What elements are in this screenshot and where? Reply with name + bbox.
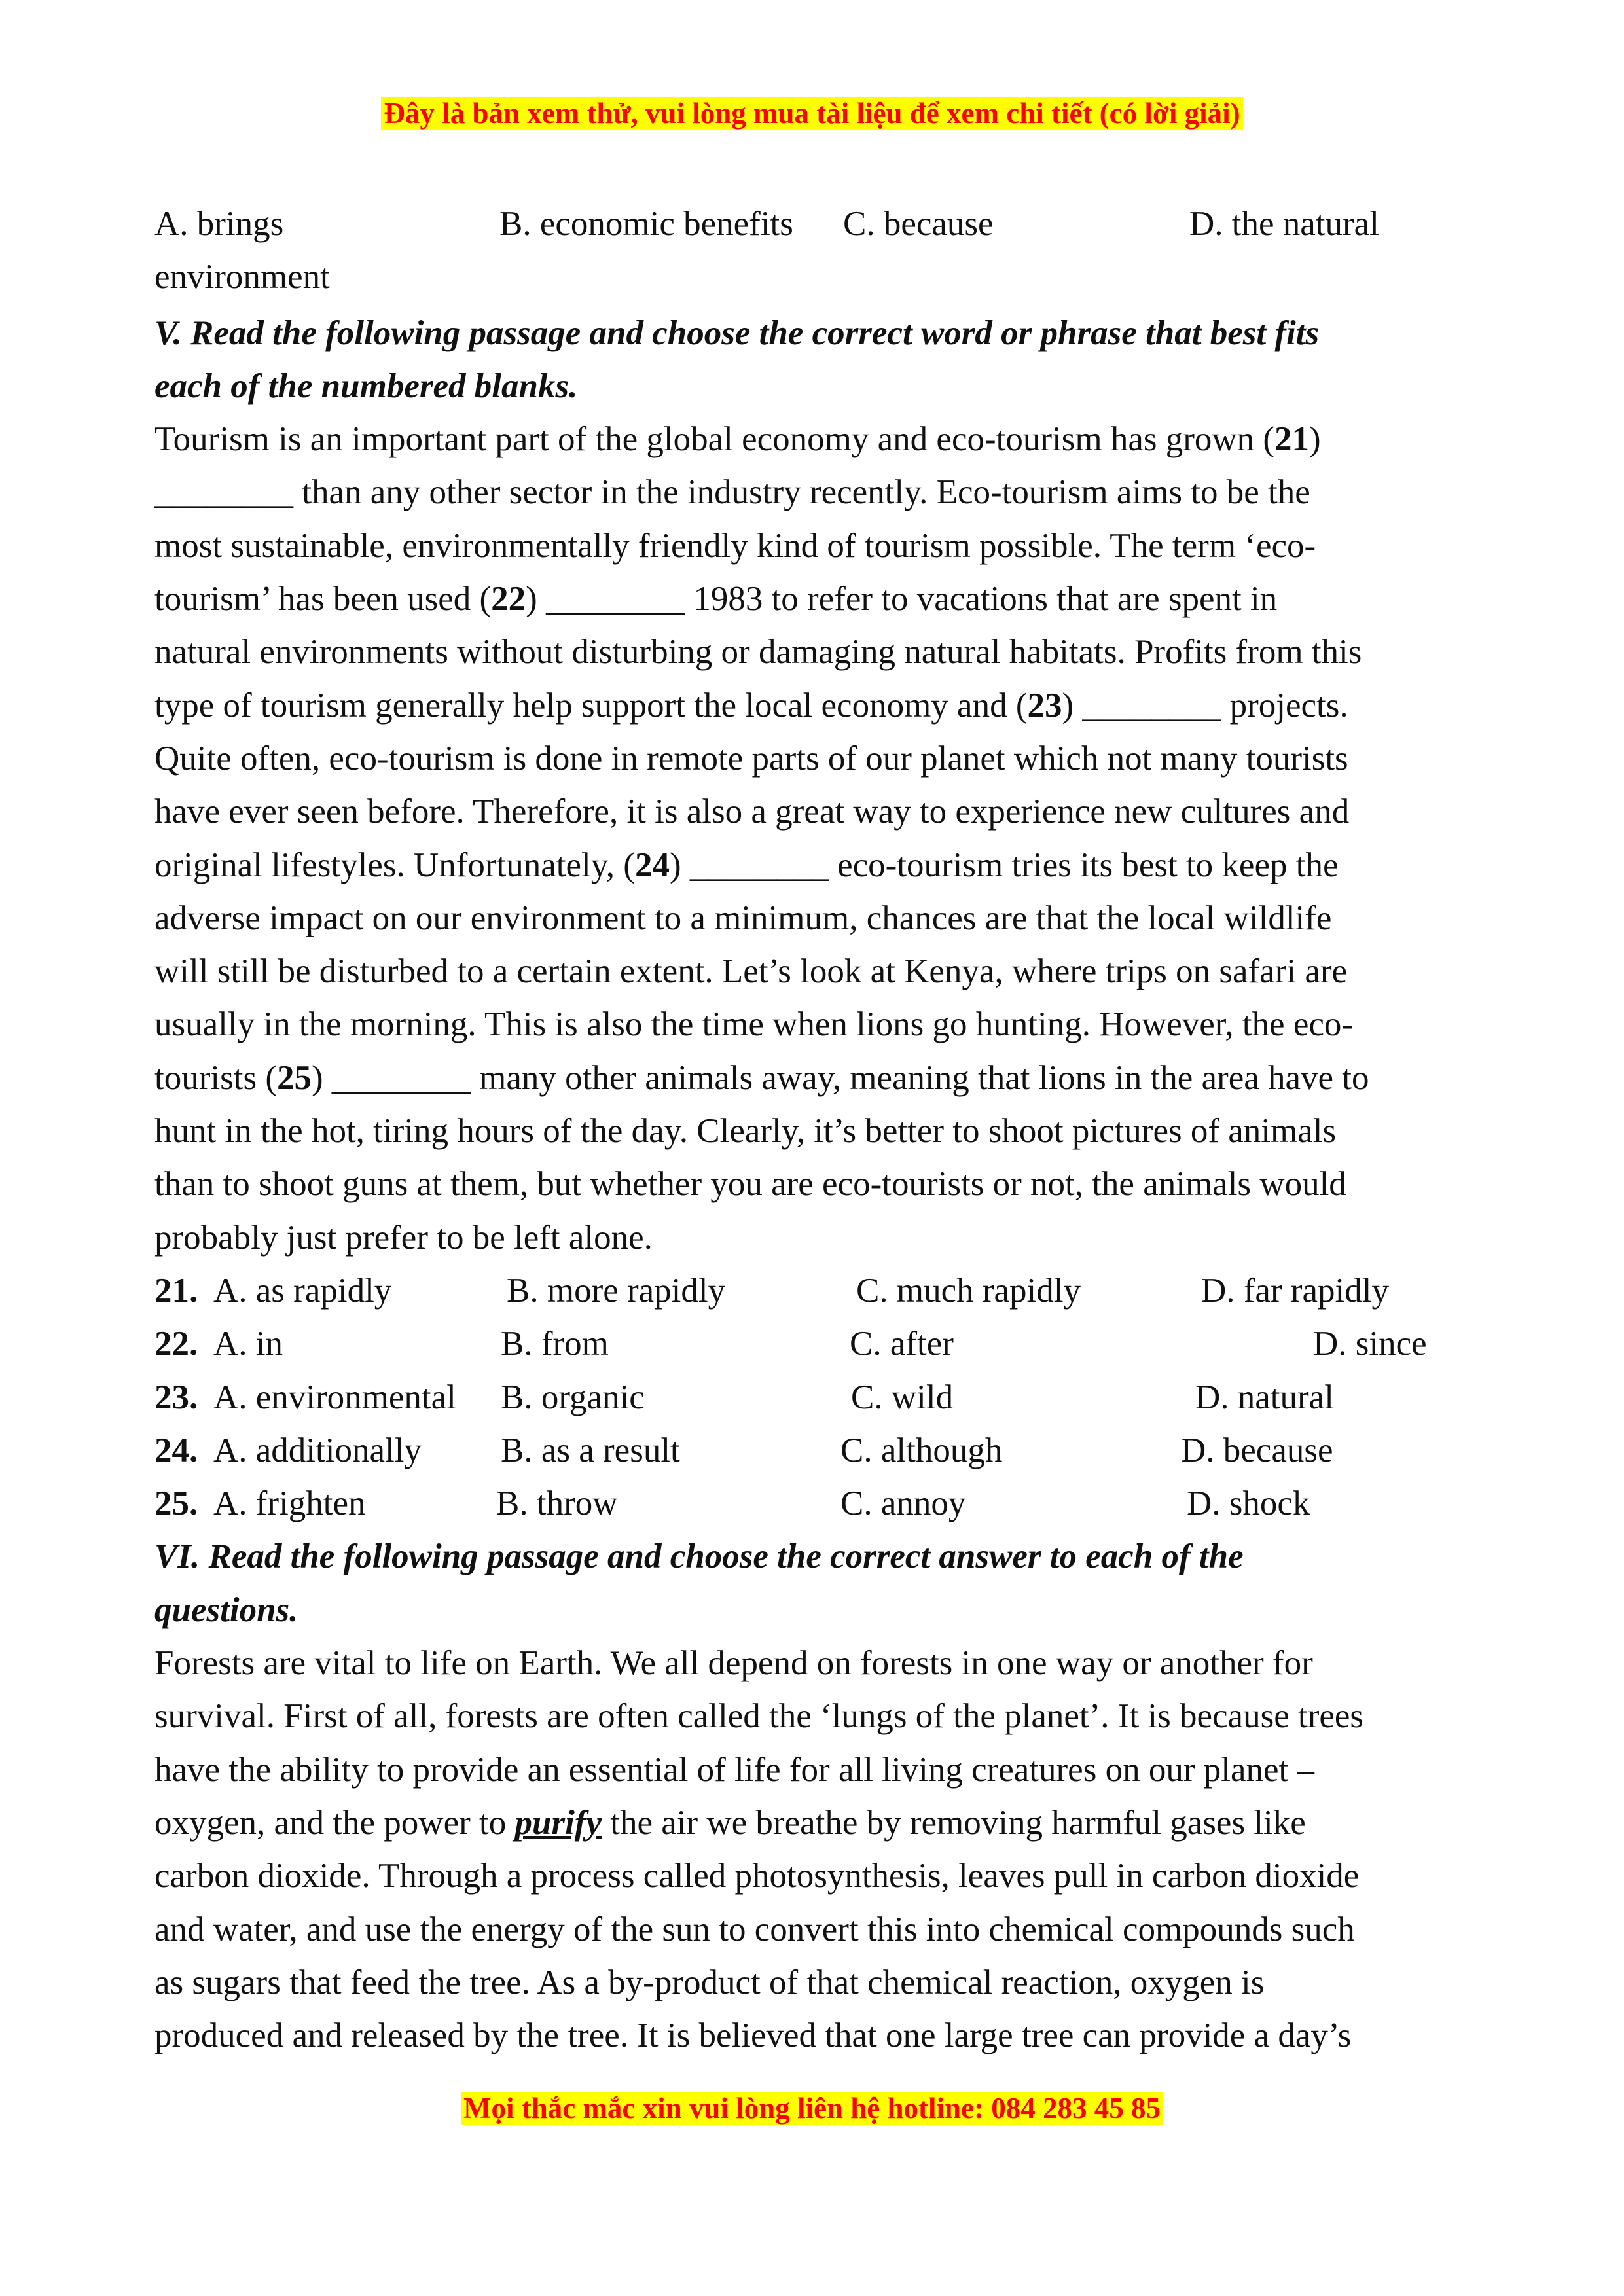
section-6-heading-line-2: questions.: [154, 1590, 298, 1629]
passage-line: than to shoot guns at them, but whether you are eco-tourists or not, the animals would: [154, 1165, 1346, 1204]
question-number: 23.: [154, 1378, 198, 1416]
passage-line: carbon dioxide. Through a process called photosynthesis, leaves pull in carbon dioxide: [154, 1857, 1360, 1895]
blank-number: 24: [634, 846, 670, 884]
option-a: A. brings: [154, 205, 284, 243]
option-b: B. throw: [496, 1484, 618, 1523]
blank-number: 22: [491, 580, 526, 619]
document-body: [154, 198, 1503, 2062]
passage-line: as sugars that feed the tree. As a by-product of that chemical reaction, oxygen is: [154, 1963, 1265, 2001]
option-d: D. shock: [1187, 1484, 1310, 1523]
passage-line: have ever seen before. Therefore, it is also a great way to experience new cultures and: [154, 793, 1350, 831]
option-d: D. because: [1181, 1431, 1333, 1469]
option-a: A. additionally: [213, 1431, 422, 1469]
section-5-heading-line-1: V. Read the following passage and choose the correct word or phrase that best fits: [154, 314, 1320, 352]
passage-line: tourism’ has been used (22) ________ 1983 to refer to vacations that are spent in: [154, 580, 1278, 619]
passage-line: ________ than any other sector in the industry recently. Eco-tourism aims to be the: [154, 473, 1310, 512]
option-b: B. as a result: [501, 1431, 680, 1469]
section-6-heading-line-1: VI. Read the following passage and choose the correct answer to each of the: [154, 1537, 1244, 1576]
passage-line: oxygen, and the power to purify the air we breathe by removing harmful gases like: [154, 1803, 1306, 1842]
passage-line: adverse impact on our environment to a minimum, chances are that the local wildlife: [154, 899, 1332, 937]
passage-line: tourists (25) ________ many other animals away, meaning that lions in the area have to: [154, 1058, 1369, 1097]
passage-line: usually in the morning. This is also the time when lions go hunting. However, the eco-: [154, 1005, 1354, 1044]
hotline-text: Mọi thắc mắc xin vui lòng liên hệ hotline: 084 283 45 85: [461, 2092, 1163, 2125]
passage-line: original lifestyles. Unfortunately, (24) ________ eco-tourism tries its best to keep the: [154, 846, 1339, 884]
option-a: A. environmental: [213, 1378, 456, 1416]
question-21: [154, 1265, 1503, 1318]
option-d: D. far rapidly: [1201, 1271, 1389, 1310]
option-c: C. after: [850, 1325, 954, 1363]
option-a: A. frighten: [213, 1484, 366, 1523]
passage-line: Tourism is an important part of the global economy and eco-tourism has grown (21): [154, 420, 1321, 459]
option-a: A. in: [213, 1325, 283, 1363]
preview-notice-text: Đây là bản xem thử, vui lòng mua tài liệu để xem chi tiết (có lời giải): [381, 97, 1242, 130]
option-c: C. annoy: [840, 1484, 966, 1523]
passage-line: Forests are vital to life on Earth. We all depend on forests in one way or another for: [154, 1644, 1313, 1683]
hotline-banner: [0, 2090, 1624, 2126]
option-b: B. more rapidly: [507, 1271, 726, 1310]
option-b: B. from: [501, 1325, 609, 1363]
option-b: B. organic: [501, 1378, 645, 1416]
option-c: C. much rapidly: [856, 1271, 1081, 1310]
passage-line: type of tourism generally help support the local economy and (23) ________ projects.: [154, 686, 1348, 725]
blank-number: 23: [1027, 686, 1062, 725]
question-number: 25.: [154, 1484, 198, 1523]
question-22: [154, 1318, 1503, 1371]
option-d: D. the natural: [1189, 205, 1379, 243]
passage-line: natural environments without disturbing or damaging natural habitats. Profits from this: [154, 633, 1362, 672]
blank-number: 21: [1274, 420, 1310, 459]
highlighted-word-purify: purify: [514, 1803, 602, 1842]
passage-line: Quite often, eco-tourism is done in remote parts of our planet which not many tourists: [154, 739, 1348, 778]
passage-line: hunt in the hot, tiring hours of the day. Clearly, it’s better to shoot pictures of animals: [154, 1112, 1337, 1151]
option-c: C. although: [840, 1431, 1003, 1469]
passage-line: will still be disturbed to a certain extent. Let’s look at Kenya, where trips on safari are: [154, 952, 1348, 991]
preview-notice-banner: [0, 95, 1624, 132]
passage-line: survival. First of all, forests are often called the ‘lungs of the planet’. It is because trees: [154, 1697, 1364, 1736]
question-number: 21.: [154, 1271, 198, 1310]
passage-line: most sustainable, environmentally friendly kind of tourism possible. The term ‘eco-: [154, 526, 1316, 565]
option-c: C. because: [843, 205, 994, 243]
blank-number: 25: [276, 1058, 312, 1097]
passage-line: have the ability to provide an essential of life for all living creatures on our planet –: [154, 1750, 1314, 1789]
option-a: A. as rapidly: [213, 1271, 392, 1310]
question-25: [154, 1477, 1503, 1530]
question-23: [154, 1371, 1503, 1424]
option-d: D. since: [1313, 1325, 1427, 1363]
option-c: C. wild: [851, 1378, 954, 1416]
question-24: [154, 1424, 1503, 1477]
question-number: 24.: [154, 1431, 198, 1469]
passage-line: produced and released by the tree. It is believed that one large tree can provide a day’s: [154, 2017, 1352, 2055]
prev-question-wrap: environment: [154, 258, 330, 296]
passage-line: and water, and use the energy of the sun to convert this into chemical compounds such: [154, 1910, 1355, 1948]
prev-question-options: [154, 198, 1503, 251]
question-number: 22.: [154, 1325, 198, 1363]
section-5-heading-line-2: each of the numbered blanks.: [154, 367, 578, 405]
passage-line: probably just prefer to be left alone.: [154, 1218, 653, 1257]
option-b: B. economic benefits: [499, 205, 793, 243]
option-d: D. natural: [1195, 1378, 1334, 1416]
